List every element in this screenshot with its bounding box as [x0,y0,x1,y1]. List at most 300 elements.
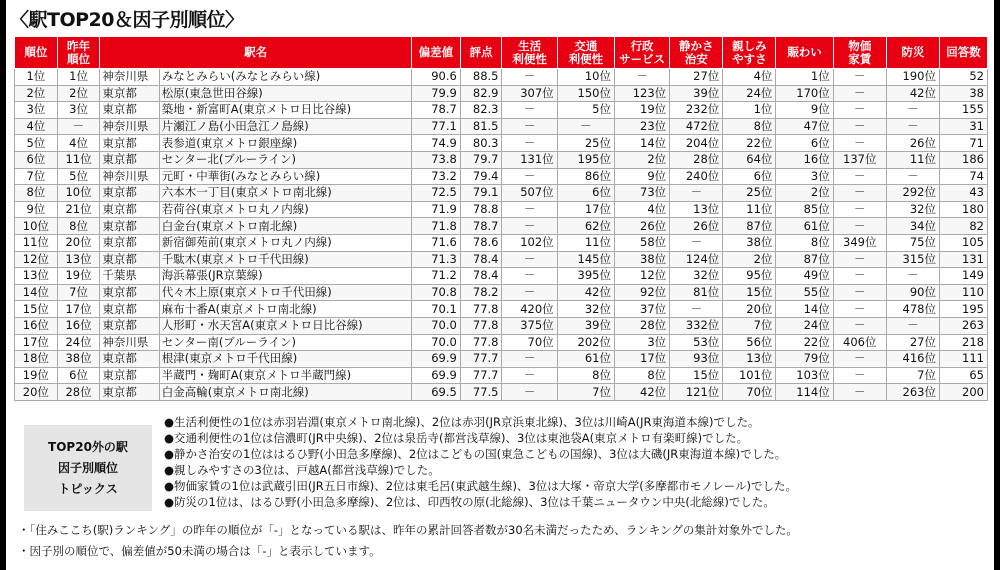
cell-score: 77.8 [460,301,502,318]
cell-deviation: 70.1 [411,301,460,318]
cell-station: 千駄木(東京メトロ千代田線) [159,251,411,268]
cell-score: 78.8 [460,201,502,218]
cell-admin: 38位 [614,251,669,268]
cell-living: － [502,268,557,285]
cell-admin: － [614,69,669,86]
table-row [15,135,988,152]
footnote: ・因子別の順位で、偏差値が50未満の場合は「-」と表示しています。 [18,544,381,558]
cell-lively: 9位 [776,102,833,119]
cell-responses: 131 [939,251,987,268]
cell-last-year-rank: 4位 [57,135,100,152]
cell-responses: 186 [939,151,987,168]
cell-prices: － [833,317,886,334]
cell-station: 表参道(東京メトロ銀座線) [159,135,411,152]
cell-disaster: 32位 [886,201,939,218]
header-prices-rent: 物価 家賃 [833,37,886,69]
cell-admin: 28位 [614,317,669,334]
cell-living: － [502,284,557,301]
cell-last-year-rank: 11位 [57,151,100,168]
cell-friendly: 20位 [723,301,776,318]
header-score: 評点 [460,37,502,69]
cell-friendly: 101位 [723,367,776,384]
cell-rank: 11位 [15,234,58,251]
cell-friendly: 11位 [723,201,776,218]
cell-prices: － [833,384,886,401]
table-row [15,301,988,318]
cell-friendly: 8位 [723,118,776,135]
cell-admin: 3位 [614,334,669,351]
cell-deviation: 70.8 [411,284,460,301]
cell-admin: 8位 [614,367,669,384]
cell-last-year-rank: 21位 [57,201,100,218]
cell-admin: 26位 [614,218,669,235]
cell-admin: 19位 [614,102,669,119]
cell-prices: － [833,201,886,218]
cell-rank: 19位 [15,367,58,384]
cell-score: 78.4 [460,268,502,285]
cell-score: 79.7 [460,151,502,168]
cell-living: － [502,218,557,235]
cell-lively: 87位 [776,251,833,268]
cell-deviation: 78.7 [411,102,460,119]
cell-lively: 47位 [776,118,833,135]
cell-quiet: － [670,185,723,202]
cell-prices: 406位 [833,334,886,351]
cell-responses: 110 [939,284,987,301]
cell-quiet: 39位 [670,85,723,102]
cell-friendly: 4位 [723,69,776,86]
cell-disaster: 292位 [886,185,939,202]
cell-lively: 49位 [776,268,833,285]
cell-last-year-rank: 28位 [57,384,100,401]
cell-prefecture: 東京都 [100,218,159,235]
cell-lively: 103位 [776,367,833,384]
table-row [15,102,988,119]
cell-living: 375位 [502,317,557,334]
topics-label-box [24,425,152,511]
cell-deviation: 72.5 [411,185,460,202]
cell-admin: 123位 [614,85,669,102]
cell-living: － [502,351,557,368]
cell-prefecture: 東京都 [100,317,159,334]
cell-living: 420位 [502,301,557,318]
header-quiet-safety: 静かさ 治安 [670,37,723,69]
cell-quiet: 13位 [670,201,723,218]
cell-disaster: 416位 [886,351,939,368]
cell-responses: 218 [939,334,987,351]
cell-responses: 43 [939,185,987,202]
cell-station: 元町・中華街(みなとみらい線) [159,168,411,185]
cell-station: センター北(ブルーライン) [159,151,411,168]
cell-prefecture: 東京都 [100,135,159,152]
cell-prefecture: 神奈川県 [100,168,159,185]
cell-transport: 42位 [557,284,614,301]
cell-station: 築地・新富町A(東京メトロ日比谷線) [159,102,411,119]
cell-responses: 38 [939,85,987,102]
cell-lively: 79位 [776,351,833,368]
cell-deviation: 73.2 [411,168,460,185]
cell-lively: 170位 [776,85,833,102]
cell-prices: － [833,185,886,202]
cell-score: 82.3 [460,102,502,119]
cell-transport: 8位 [557,367,614,384]
cell-friendly: 22位 [723,135,776,152]
cell-admin: 17位 [614,351,669,368]
cell-prices: － [833,85,886,102]
cell-prefecture: 神奈川県 [100,69,159,86]
cell-deviation: 90.6 [411,69,460,86]
cell-station: 六本木一丁目(東京メトロ南北線) [159,185,411,202]
cell-prefecture: 東京都 [100,185,159,202]
cell-quiet: 32位 [670,268,723,285]
table-row [15,201,988,218]
cell-lively: 114位 [776,384,833,401]
cell-quiet: 27位 [670,69,723,86]
cell-deviation: 79.9 [411,85,460,102]
header-transport-convenience: 交通 利便性 [557,37,614,69]
cell-lively: 2位 [776,185,833,202]
cell-admin: 42位 [614,384,669,401]
cell-quiet: － [670,234,723,251]
cell-score: 78.7 [460,218,502,235]
cell-score: 82.9 [460,85,502,102]
cell-last-year-rank: 8位 [57,218,100,235]
cell-station: 麻布十番A(東京メトロ南北線) [159,301,411,318]
cell-responses: 200 [939,384,987,401]
topics-list [164,414,994,510]
table-row [15,185,988,202]
table-row [15,351,988,368]
cell-rank: 10位 [15,218,58,235]
cell-responses: 155 [939,102,987,119]
cell-station: 代々木上原(東京メトロ千代田線) [159,284,411,301]
table-row [15,334,988,351]
cell-friendly: 24位 [723,85,776,102]
table-row [15,317,988,334]
cell-rank: 2位 [15,85,58,102]
cell-disaster: 263位 [886,384,939,401]
cell-disaster: － [886,317,939,334]
cell-last-year-rank: 13位 [57,251,100,268]
cell-transport: 32位 [557,301,614,318]
cell-disaster: － [886,268,939,285]
header-last-year-rank: 昨年 順位 [57,37,100,69]
header-liveliness: 賑わい [776,37,833,69]
cell-friendly: 2位 [723,251,776,268]
cell-last-year-rank: 16位 [57,317,100,334]
cell-score: 81.5 [460,118,502,135]
cell-disaster: － [886,118,939,135]
cell-deviation: 73.8 [411,151,460,168]
cell-transport: 61位 [557,351,614,368]
cell-prefecture: 東京都 [100,284,159,301]
cell-admin: 92位 [614,284,669,301]
header-admin-service: 行政 サービス [614,37,669,69]
cell-lively: 14位 [776,301,833,318]
cell-rank: 14位 [15,284,58,301]
cell-admin: 2位 [614,151,669,168]
cell-living: － [502,135,557,152]
cell-last-year-rank: 7位 [57,284,100,301]
cell-lively: 22位 [776,334,833,351]
cell-friendly: 38位 [723,234,776,251]
cell-friendly: 87位 [723,218,776,235]
report-page [6,0,994,570]
cell-transport: 145位 [557,251,614,268]
cell-transport: 195位 [557,151,614,168]
cell-friendly: 13位 [723,351,776,368]
cell-prices: － [833,135,886,152]
table-row [15,218,988,235]
cell-prefecture: 東京都 [100,301,159,318]
cell-living: － [502,118,557,135]
cell-living: － [502,168,557,185]
cell-prices: － [833,168,886,185]
cell-station: 松原(東急世田谷線) [159,85,411,102]
table-row [15,234,988,251]
cell-score: 77.5 [460,384,502,401]
topic-item: ●物価家賃の1位は武蔵引田(JR五日市線)、2位は東毛呂(東武越生線)、3位は大塚・帝京大学(多摩都市モノレール)でした。 [164,479,797,493]
cell-transport: 7位 [557,384,614,401]
cell-living: － [502,201,557,218]
cell-transport: 395位 [557,268,614,285]
cell-responses: 180 [939,201,987,218]
cell-station: 白金台(東京メトロ南北線) [159,218,411,235]
cell-prices: － [833,251,886,268]
cell-transport: 5位 [557,102,614,119]
cell-score: 77.8 [460,334,502,351]
cell-lively: 8位 [776,234,833,251]
cell-disaster: 42位 [886,85,939,102]
cell-friendly: 64位 [723,151,776,168]
cell-prefecture: 東京都 [100,102,159,119]
cell-friendly: 70位 [723,384,776,401]
cell-quiet: 472位 [670,118,723,135]
table-row [15,268,988,285]
cell-quiet: 26位 [670,218,723,235]
cell-transport: 86位 [557,168,614,185]
cell-station: 片瀬江ノ島(小田急江ノ島線) [159,118,411,135]
cell-responses: 195 [939,301,987,318]
cell-deviation: 70.0 [411,334,460,351]
cell-score: 88.5 [460,69,502,86]
topics-label-line: トピックス [58,481,118,496]
cell-rank: 8位 [15,185,58,202]
topics-label-line: TOP20外の駅 [48,439,128,454]
header-living-convenience: 生活 利便性 [502,37,557,69]
cell-admin: 37位 [614,301,669,318]
cell-quiet: 332位 [670,317,723,334]
header-friendliness: 親しみ やすさ [723,37,776,69]
cell-last-year-rank: 24位 [57,334,100,351]
cell-disaster: 315位 [886,251,939,268]
cell-rank: 1位 [15,69,58,86]
cell-transport: 10位 [557,69,614,86]
cell-last-year-rank: 1位 [57,69,100,86]
cell-transport: 202位 [557,334,614,351]
cell-disaster: 190位 [886,69,939,86]
cell-prices: 137位 [833,151,886,168]
cell-quiet: 53位 [670,334,723,351]
cell-station: センター南(ブルーライン) [159,334,411,351]
table-header-row [15,37,988,69]
cell-quiet: 124位 [670,251,723,268]
cell-disaster: － [886,102,939,119]
cell-friendly: 1位 [723,102,776,119]
cell-lively: 55位 [776,284,833,301]
cell-admin: 9位 [614,168,669,185]
cell-living: － [502,251,557,268]
cell-lively: 6位 [776,135,833,152]
cell-last-year-rank: 6位 [57,367,100,384]
cell-rank: 4位 [15,118,58,135]
cell-friendly: 95位 [723,268,776,285]
cell-admin: 4位 [614,201,669,218]
cell-disaster: 478位 [886,301,939,318]
cell-quiet: 240位 [670,168,723,185]
cell-living: － [502,69,557,86]
cell-responses: 82 [939,218,987,235]
cell-deviation: 71.6 [411,234,460,251]
cell-admin: 23位 [614,118,669,135]
cell-deviation: 69.5 [411,384,460,401]
cell-living: 102位 [502,234,557,251]
cell-responses: 105 [939,234,987,251]
cell-lively: 85位 [776,201,833,218]
cell-disaster: 26位 [886,135,939,152]
cell-station: 新宿御苑前(東京メトロ丸ノ内線) [159,234,411,251]
cell-deviation: 69.9 [411,351,460,368]
table-row [15,168,988,185]
cell-quiet: 15位 [670,367,723,384]
cell-score: 79.4 [460,168,502,185]
cell-admin: 12位 [614,268,669,285]
cell-responses: 111 [939,351,987,368]
cell-responses: 74 [939,168,987,185]
cell-responses: 52 [939,69,987,86]
cell-quiet: 28位 [670,151,723,168]
cell-score: 78.6 [460,234,502,251]
cell-prices: － [833,69,886,86]
cell-prices: － [833,301,886,318]
cell-lively: 1位 [776,69,833,86]
cell-prefecture: 千葉県 [100,268,159,285]
cell-station: 海浜幕張(JR京葉線) [159,268,411,285]
cell-last-year-rank: 19位 [57,268,100,285]
footnotes [18,520,988,562]
cell-disaster: 90位 [886,284,939,301]
topic-item: ●交通利便性の1位は信濃町(JR中央線)、2位は泉岳寺(都営浅草線)、3位は東池袋A(東京メトロ有楽町線)でした。 [164,431,749,445]
cell-lively: 3位 [776,168,833,185]
table-row [15,69,988,86]
station-ranking-table [14,36,988,401]
cell-friendly: 7位 [723,317,776,334]
cell-living: 307位 [502,85,557,102]
cell-prefecture: 東京都 [100,201,159,218]
cell-score: 80.3 [460,135,502,152]
cell-disaster: 34位 [886,218,939,235]
cell-rank: 12位 [15,251,58,268]
cell-quiet: 81位 [670,284,723,301]
cell-living: － [502,367,557,384]
cell-last-year-rank: － [57,118,100,135]
cell-prefecture: 東京都 [100,351,159,368]
cell-responses: 149 [939,268,987,285]
cell-disaster: 11位 [886,151,939,168]
footnote: ・「住みここち(駅)ランキング」の昨年の順位が「-」となっている駅は、昨年の累計回答者数が30名未満だったため、ランキングの集計対象外でした。 [18,523,798,537]
cell-prefecture: 東京都 [100,384,159,401]
cell-last-year-rank: 38位 [57,351,100,368]
table-row [15,251,988,268]
cell-score: 78.2 [460,284,502,301]
cell-deviation: 69.9 [411,367,460,384]
topic-item: ●生活利便性の1位は赤羽岩淵(東京メトロ南北線)、2位は赤羽(JR京浜東北線)、3位は川崎A(JR東海道本線)でした。 [164,415,760,429]
cell-deviation: 71.3 [411,251,460,268]
cell-deviation: 71.2 [411,268,460,285]
cell-admin: 73位 [614,185,669,202]
cell-rank: 6位 [15,151,58,168]
cell-friendly: 25位 [723,185,776,202]
cell-rank: 9位 [15,201,58,218]
cell-disaster: 27位 [886,334,939,351]
topic-item: ●防災の1位は、はるひ野(小田急多摩線)、2位は、印西牧の原(北総線)、3位は千葉ニュータウン中央(北総線)でした。 [164,495,775,509]
topics-label-line: 因子別順位 [57,460,118,475]
cell-living: 507位 [502,185,557,202]
cell-friendly: 6位 [723,168,776,185]
cell-quiet: 93位 [670,351,723,368]
cell-prefecture: 神奈川県 [100,118,159,135]
cell-responses: 31 [939,118,987,135]
page-title: 〈駅TOP20＆因子別順位〉 [10,9,244,31]
cell-prefecture: 東京都 [100,85,159,102]
cell-last-year-rank: 5位 [57,168,100,185]
cell-living: － [502,384,557,401]
cell-disaster: 75位 [886,234,939,251]
cell-prices: － [833,351,886,368]
table-row [15,284,988,301]
cell-admin: 14位 [614,135,669,152]
cell-deviation: 71.8 [411,218,460,235]
cell-rank: 15位 [15,301,58,318]
cell-score: 77.7 [460,367,502,384]
cell-prices: － [833,218,886,235]
cell-prices: － [833,367,886,384]
table-row [15,85,988,102]
cell-quiet: 121位 [670,384,723,401]
cell-living: 131位 [502,151,557,168]
cell-prefecture: 東京都 [100,251,159,268]
header-responses: 回答数 [939,37,987,69]
table-row [15,367,988,384]
cell-living: 70位 [502,334,557,351]
cell-station: みなとみらい(みなとみらい線) [159,69,411,86]
cell-prices: － [833,268,886,285]
cell-station: 白金高輪(東京メトロ南北線) [159,384,411,401]
cell-rank: 17位 [15,334,58,351]
cell-station: 根津(東京メトロ千代田線) [159,351,411,368]
table-row [15,384,988,401]
cell-quiet: 204位 [670,135,723,152]
table-row [15,151,988,168]
cell-quiet: 232位 [670,102,723,119]
cell-prices: 349位 [833,234,886,251]
cell-score: 77.7 [460,351,502,368]
cell-rank: 16位 [15,317,58,334]
cell-deviation: 70.0 [411,317,460,334]
cell-deviation: 77.1 [411,118,460,135]
cell-lively: 24位 [776,317,833,334]
header-rank: 順位 [15,37,58,69]
